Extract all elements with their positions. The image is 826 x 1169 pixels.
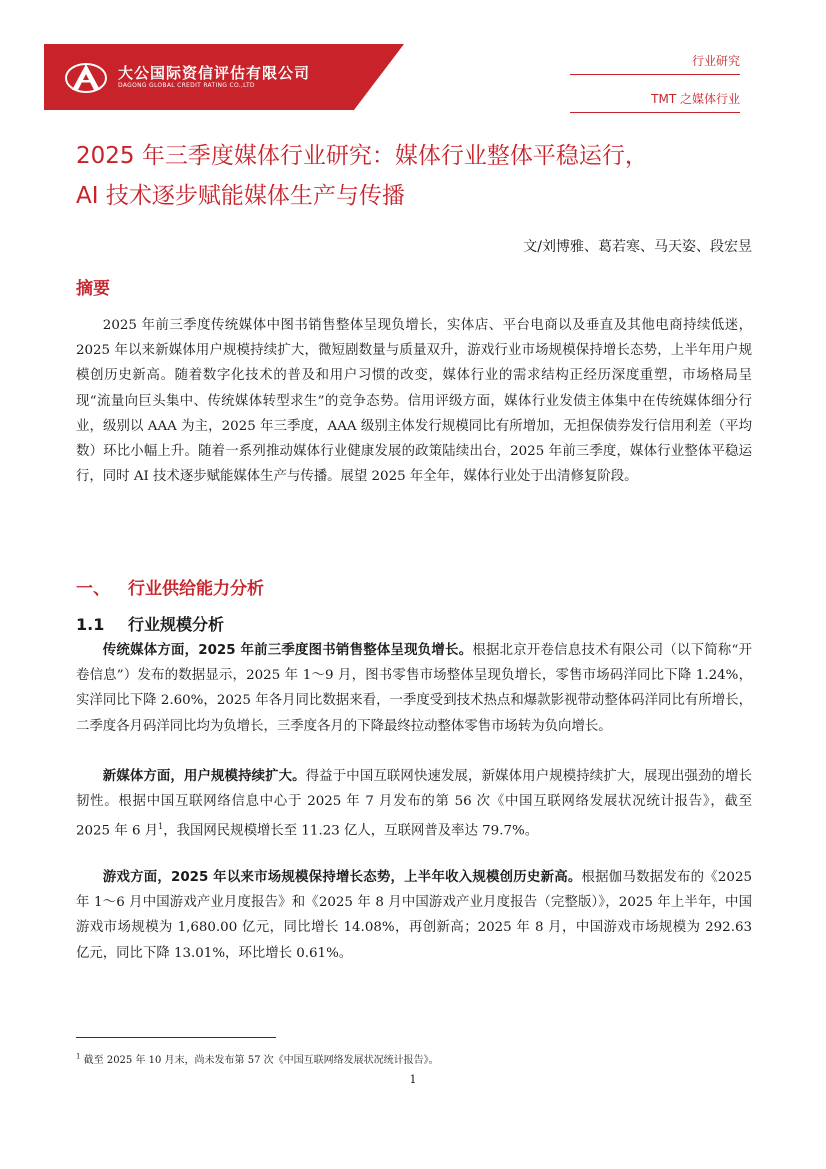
footnote-marker: 1 <box>76 1052 81 1061</box>
paragraph-body: 根据伽马数据发布的《2025 年 1～6 月中国游戏产业月度报告》和《2025 年 8 月中国游戏产业月度报告（完整版）》，2025 年上半年，中国游戏市场规模为 1,680.00 亿元，同比增长 14.08%，再创新高；2025 年 8 月，中国游戏市场规模为 292.63 亿元，同比下降 13.01%，环比增长 0.61%。 <box>76 870 752 961</box>
page-number: 1 <box>409 1073 417 1086</box>
org-name-cn: 大公国际资信评估有限公司 <box>118 64 311 82</box>
footnote <box>76 1051 439 1066</box>
authors: 文/刘博雅、葛若寒、马天姿、段宏昱 <box>523 239 752 255</box>
abstract-heading: 摘要 <box>76 279 110 299</box>
dagong-logo-icon <box>64 60 108 96</box>
footnote-divider <box>76 1037 276 1038</box>
section-heading <box>76 574 264 599</box>
paragraph-lead: 新媒体方面，用户规模持续扩大。 <box>102 769 306 784</box>
section-number: 一、 <box>76 579 110 599</box>
abstract-text: 2025 年前三季度传统媒体中图书销售整体呈现负增长，实体店、平台电商以及垂直及其他电商持续低迷，2025 年以来新媒体用户规模持续扩大，微短剧数量与质量双升，游戏行业市场规模保持增长态势，上半年用户规模创历史新高。随着数字化技术的普及和用户习惯的改变，媒体行业的需求结构正经历深度重塑，市场格局呈现“流量向巨头集中、传统媒体转型求生”的竞争态势。信用评级方面，媒体行业发债主体集中在传统媒体细分行业，级别以 AAA 为主，2025 年三季度，AAA 级别主体发行规模同比有所增加，无担保债券发行信用利差（平均数）环比小幅上升。随着一系列推动媒体行业健康发展的政策陆续出台，2025 年前三季度，媒体行业整体平稳运行，同时 AI 技术逐步赋能媒体生产与传播。展望 2025 年全年，媒体行业处于出清修复阶段。 <box>76 318 752 485</box>
paragraph-traditional-media <box>76 638 752 739</box>
subsection-heading <box>76 612 224 635</box>
tag-divider <box>570 74 740 75</box>
subsection-title: 行业规模分析 <box>128 615 225 634</box>
paragraph-new-media <box>76 764 752 844</box>
paragraph-body: 根据北京开卷信息技术有限公司（以下简称“开卷信息”）发布的数据显示，2025 年 1～9 月，图书零售市场整体呈现负增长，零售市场码洋同比下降 1.24%，实洋同比下降 2.60%，2025 年各月同比数据来看，一季度受到技术热点和爆款影视带动整体码洋同比有所增长，二季度各月码洋同比均为负增长，三季度各月的下降最终拉动整体零售市场转为负向增长。 <box>76 643 752 734</box>
paragraph-lead: 传统媒体方面，2025 年前三季度图书销售整体呈现负增长。 <box>102 643 473 658</box>
paragraph-body-cont: ，我国网民规模增长至 11.23 亿人，互联网普及率达 79.7%。 <box>163 823 539 839</box>
paragraph-lead: 游戏方面，2025 年以来市场规模保持增长态势，上半年收入规模创历史新高。 <box>102 870 582 885</box>
subsection-number: 1.1 <box>76 615 105 634</box>
section-title: 行业供给能力分析 <box>128 579 264 599</box>
footnote-text: 截至 2025 年 10 月末，尚未发布第 57 次《中国互联网络发展状况统计报告》。 <box>83 1055 439 1066</box>
title-line-1: 2025 年三季度媒体行业研究：媒体行业整体平稳运行， <box>76 143 648 169</box>
footnote-ref[interactable]: 1 <box>158 822 164 832</box>
paragraph-gaming <box>76 865 752 966</box>
industry-tag: TMT 之媒体行业 <box>651 92 740 106</box>
paragraph-body: 得益于中国互联网快速发展，新媒体用户规模持续扩大，展现出强劲的增长韧性。根据中国互联网络信息中心于 2025 年 7 月发布的第 56 次《中国互联网络发展状况统计报告》，截至 2025 年 6 月 <box>76 769 753 839</box>
page-title <box>76 136 766 216</box>
report-type-tag: 行业研究 <box>691 54 740 68</box>
title-line-2: AI 技术逐步赋能媒体生产与传播 <box>76 183 405 209</box>
org-name-en: DAGONG GLOBAL CREDIT RATING CO.,LTD <box>118 82 255 89</box>
tag-divider <box>570 112 740 113</box>
